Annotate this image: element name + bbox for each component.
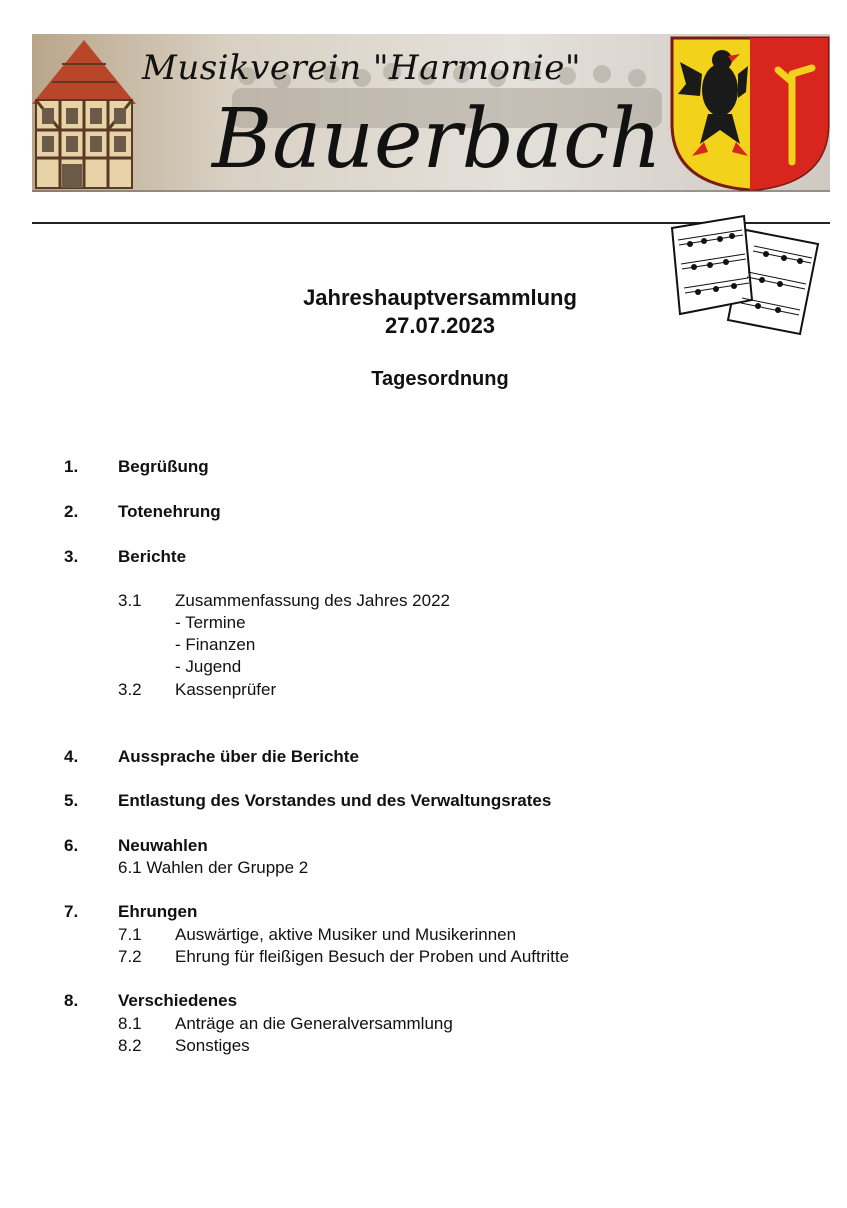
item-title: Ehrungen <box>118 902 198 921</box>
sub-item-text: Ehrung für fleißigen Besuch der Proben und Auftritte <box>175 947 570 966</box>
sub-item-text: Sonstiges <box>175 1036 250 1055</box>
club-name-line2: Bauerbach <box>212 92 662 187</box>
item-number: 1. <box>64 457 79 476</box>
item-title: Neuwahlen <box>118 836 208 855</box>
sub-item-text: Auswärtige, aktive Musiker und Musikerinnen <box>175 925 517 944</box>
item-title: Berichte <box>118 547 187 566</box>
item-number: 2. <box>64 502 79 521</box>
sub-point: - Termine <box>175 613 246 632</box>
club-name-line1: Musikverein "Harmonie" <box>142 48 581 88</box>
sub-item-text: Zusammenfassung des Jahres 2022 <box>175 591 450 610</box>
sub-item-number: 7.1 <box>118 925 142 944</box>
sub-item-number: 7.2 <box>118 947 142 966</box>
sheet-music-icon <box>668 210 828 338</box>
item-title: Entlastung des Vorstandes und des Verwaltungsrates <box>118 791 552 810</box>
item-title: Begrüßung <box>118 457 209 476</box>
agenda-heading: Tagesordnung <box>371 368 509 390</box>
header-banner <box>32 34 830 192</box>
item-number: 4. <box>64 747 79 766</box>
item-number: 6. <box>64 836 79 855</box>
sub-item-number: 3.2 <box>118 680 142 699</box>
sub-point: - Finanzen <box>175 635 256 654</box>
sub-item-number: 3.1 <box>118 591 142 610</box>
sub-item-text: Anträge an die Generalversammlung <box>175 1014 453 1033</box>
sub-item-number: 8.2 <box>118 1036 142 1055</box>
item-number: 7. <box>64 902 79 921</box>
coat-of-arms-icon <box>672 38 828 190</box>
sub-item-number: 8.1 <box>118 1014 142 1033</box>
meeting-date: 27.07.2023 <box>384 313 496 338</box>
meeting-title: Jahreshauptversammlung <box>303 285 577 310</box>
sub-point: - Jugend <box>175 657 242 676</box>
sub-item-text: 6.1 Wahlen der Gruppe 2 <box>118 858 309 877</box>
item-number: 3. <box>64 547 79 566</box>
item-title: Aussprache über die Berichte <box>118 747 359 766</box>
item-number: 8. <box>64 991 79 1010</box>
item-title: Verschiedenes <box>118 991 238 1010</box>
item-number: 5. <box>64 791 79 810</box>
item-title: Totenehrung <box>118 502 221 521</box>
sub-item-text: Kassenprüfer <box>175 680 277 699</box>
